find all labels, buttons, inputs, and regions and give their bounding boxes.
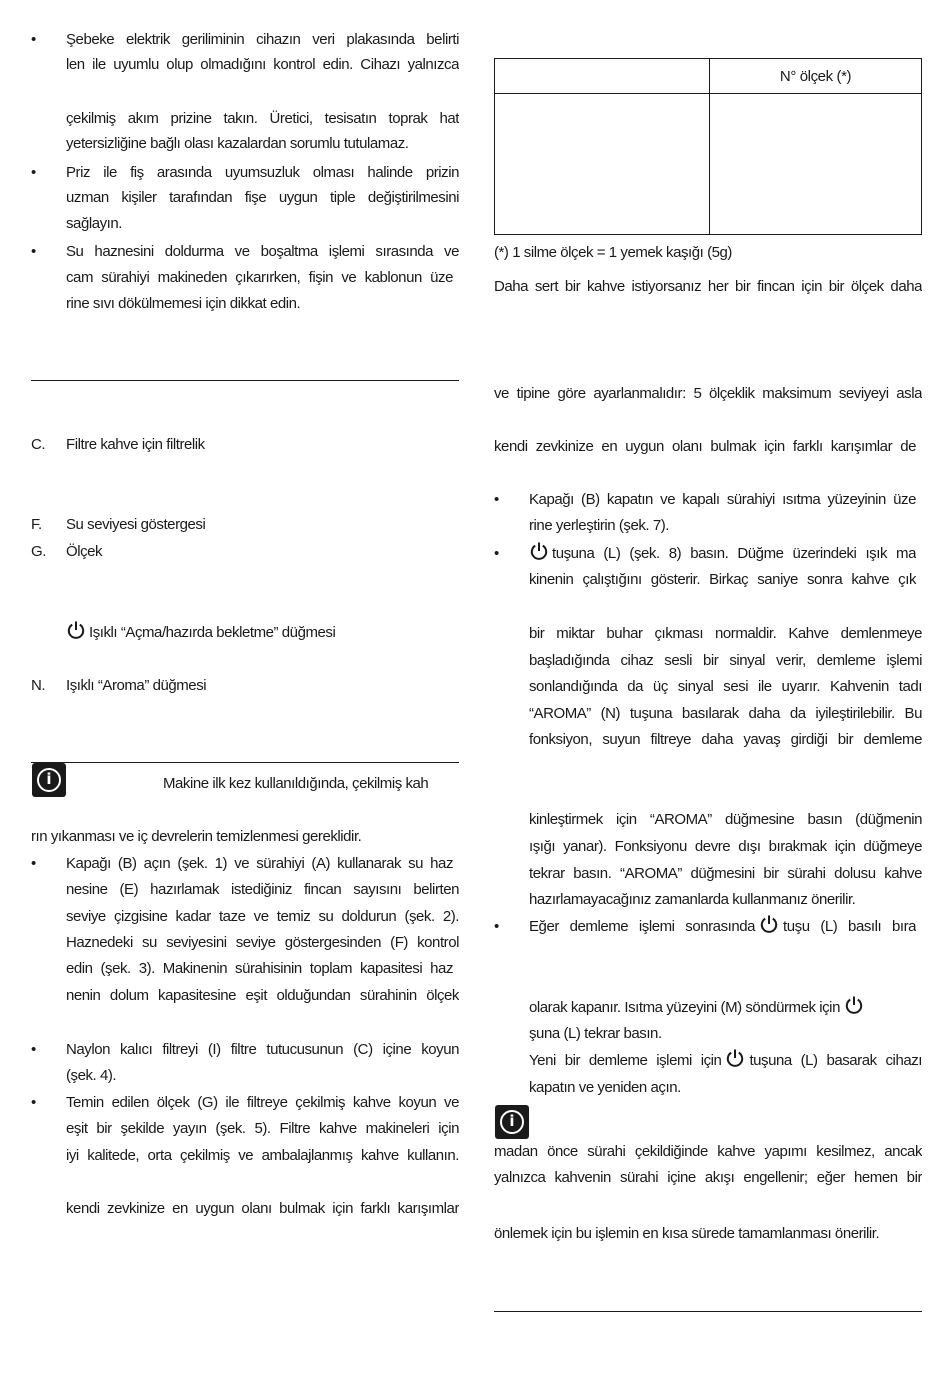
step-c-post: tuşu (L) basılı bıra <box>783 918 916 935</box>
step-c-cont-3-pre: Yeni bir demleme işlemi için <box>529 1052 722 1069</box>
part-c-text: Filtre kahve için filtrelik <box>66 436 205 453</box>
step-b-cont-line-3: sonlandığında da üç sinyal sesi ile uyarır. Kahvenin tadı <box>529 678 922 695</box>
part-n-text: Işıklı “Aroma” düğmesi <box>66 677 207 694</box>
step-1-line-4: Haznedeki su seviyesini seviye göstergesinden (F) kontrol <box>66 934 459 951</box>
stronger-coffee-line: Daha sert bir kahve istiyorsanız her bir fincan için bir ölçek daha <box>494 278 922 295</box>
step-b-line-1 <box>529 540 916 567</box>
step-b-line-2: kinenin çalıştığını gösterir. Birkaç saniye sonra kahve çık <box>529 571 916 588</box>
bullet: • <box>494 491 500 508</box>
part-power-text: Işıklı “Açma/hazırda bekletme” düğmesi <box>89 624 336 641</box>
power-icon <box>66 620 86 640</box>
step-2-line-1: Naylon kalıcı filtreyi (I) filtre tutucusunun (C) içine koyun <box>66 1041 459 1058</box>
step-3-line-3: iyi kalitede, orta çekilmiş ve ambalajlanmış kahve kullanın. <box>66 1147 459 1164</box>
section-divider <box>31 762 459 763</box>
table-cell <box>495 94 710 235</box>
step-b-cont-line-2: başladığında cihaz sesli bir sinyal verir, demleme işlemi <box>529 652 922 669</box>
step-1-line-2: nesine (E) hazırlamak istediğiniz fincan sayısını belirten <box>66 881 459 898</box>
measure-table <box>494 58 922 235</box>
step-b-cont2-line-2: ışığı yanar). Fonksiyonu devre dışı bırakmak için düğmeye <box>529 838 922 855</box>
bullet: • <box>31 31 37 48</box>
step-1-line-3: seviye çizgisine kadar taze ve temiz su doldurun (şek. 2). <box>66 908 459 925</box>
step-3-line-1: Temin edilen ölçek (G) ile filtreye çekilmiş kahve koyun ve <box>66 1094 459 1111</box>
adjust-line: ve tipine göre ayarlanmalıdır: 5 ölçeklik maksimum seviyeyi asla <box>494 385 922 402</box>
note-2-line-2: yalnızca kahvenin sürahi içine akışı engellenir; eğer hemen bir <box>494 1169 922 1186</box>
note-2-line-1: madan önce sürahi çekildiğinde kahve yapımı kesilmez, ancak <box>494 1143 922 1160</box>
part-g-text: Ölçek <box>66 543 103 560</box>
part-g-letter: G. <box>31 543 46 560</box>
power-icon <box>529 541 549 561</box>
safety-3-line-3: rine sıvı dökülmemesi için dikkat edin. <box>66 295 301 312</box>
table-footnote: (*) 1 silme ölçek = 1 yemek kaşığı (5g) <box>494 244 732 261</box>
safety-1-line-2: len ile uyumlu olup olmadığını kontrol edin. Cihazı yalnızca <box>66 56 459 73</box>
section-divider <box>31 380 459 381</box>
safety-2-line-2: uzman kişiler tarafından fişe uygun tiple değiştirilmesini <box>66 189 459 206</box>
step-3-line-2: eşit bir şekilde yayın (şek. 5). Filtre kahve makineleri için <box>66 1120 459 1137</box>
step-1-line-5: edin (şek. 3). Makinenin sürahisinin toplam kapasitesi haz <box>66 960 453 977</box>
info-icon: i <box>495 1105 529 1139</box>
bullet: • <box>494 545 500 562</box>
table-cell <box>710 94 922 235</box>
info-icon: i <box>32 763 66 797</box>
part-n-letter: N. <box>31 677 46 694</box>
step-c-cont-3-post: tuşuna (L) basarak cihazı <box>749 1052 922 1069</box>
part-f-letter: F. <box>31 516 42 533</box>
mixes-line: kendi zevkinize en uygun olanı bulmak için farklı karışımlar de <box>494 438 916 455</box>
safety-3-line-1: Su haznesini doldurma ve boşaltma işlemi sırasında ve <box>66 243 459 260</box>
step-b-cont-line-1: bir miktar buhar çıkması normaldir. Kahve demlenmeye <box>529 625 922 642</box>
step-c-line-1 <box>529 913 916 940</box>
bullet: • <box>31 164 37 181</box>
safety-2-line-1: Priz ile fiş arasında uyumsuzluk olması halinde prizin <box>66 164 459 181</box>
step-1-line-6: nenin dolum kapasitesine eşit olduğundan sürahinin ölçek <box>66 987 459 1004</box>
step-a-line-1: Kapağı (B) kapatın ve kapalı sürahiyi ısıtma yüzeyinin üze <box>529 491 916 508</box>
step-b-cont-line-5: fonksiyon, suyun filtreye daha yavaş girdiği bir demleme <box>529 731 922 748</box>
note-1: Makine ilk kez kullanıldığında, çekilmiş kah <box>163 775 429 792</box>
safety-2-line-3: sağlayın. <box>66 215 122 232</box>
note-1-cont: rın yıkanması ve iç devrelerin temizlenmesi gereklidir. <box>31 828 362 845</box>
step-a-line-2: rine yerleştirin (şek. 7). <box>529 517 670 534</box>
power-icon <box>725 1048 745 1068</box>
step-b-cont2-line-3: tekrar basın. “AROMA” düğmesini bir sürahi dolusu kahve <box>529 865 922 882</box>
bullet: • <box>31 243 37 260</box>
power-icon <box>844 995 864 1015</box>
step-c-pre: Eğer demleme işlemi sonrasında <box>529 918 756 935</box>
safety-1-line-1: Şebeke elektrik geriliminin cihazın veri plakasında belirti <box>66 31 459 48</box>
bullet: • <box>31 1041 37 1058</box>
table-header-left <box>495 59 710 94</box>
safety-1-cont-line-2: yetersizliğine bağlı olası kazalardan sorumlu tutulamaz. <box>66 135 409 152</box>
bullet: • <box>494 918 500 935</box>
section-divider <box>494 1311 922 1312</box>
note-2-end: önlemek için bu işlemin en kısa sürede tamamlanması önerilir. <box>494 1225 880 1242</box>
table-header-right: N° ölçek (*) <box>710 59 922 94</box>
bullet: • <box>31 1094 37 1111</box>
step-b-cont2-line-1: kinleştirmek için “AROMA” düğmesine basın (düğmenin <box>529 811 922 828</box>
step-c-cont-1-text: olarak kapanır. Isıtma yüzeyini (M) söndürmek için <box>529 999 840 1016</box>
power-icon <box>759 914 779 934</box>
bullet: • <box>31 855 37 872</box>
part-f-text: Su seviyesi göstergesi <box>66 516 206 533</box>
safety-3-line-2: cam sürahiyi makineden çıkarırken, fişin ve kablonun üze <box>66 269 453 286</box>
step-b-cont-line-4: “AROMA” (N) tuşuna basılarak daha da iyileştirilebilir. Bu <box>529 705 922 722</box>
step-c-cont-line-3 <box>529 1047 922 1074</box>
safety-1-cont-line-1: çekilmiş akım prizine takın. Üretici, tesisatın toprak hat <box>66 110 459 127</box>
step-c-cont-line-4: kapatın ve yeniden açın. <box>529 1079 681 1096</box>
step-c-cont-line-2: şuna (L) tekrar basın. <box>529 1025 662 1042</box>
step-2-line-2: (şek. 4). <box>66 1067 117 1084</box>
step-1-line-1: Kapağı (B) açın (şek. 1) ve sürahiyi (A) kullanarak su haz <box>66 855 453 872</box>
step-b-line-1-text: tuşuna (L) (şek. 8) basın. Düğme üzerindeki ışık ma <box>552 545 916 562</box>
step-3-cont: kendi zevkinize en uygun olanı bulmak için farklı karışımlar <box>66 1200 459 1217</box>
part-c-letter: C. <box>31 436 46 453</box>
part-power-button <box>66 619 446 646</box>
step-b-cont2-line-4: hazırlamayacağınız zamanlarda kullanmanız önerilir. <box>529 891 856 908</box>
step-c-cont-line-1 <box>529 994 922 1021</box>
